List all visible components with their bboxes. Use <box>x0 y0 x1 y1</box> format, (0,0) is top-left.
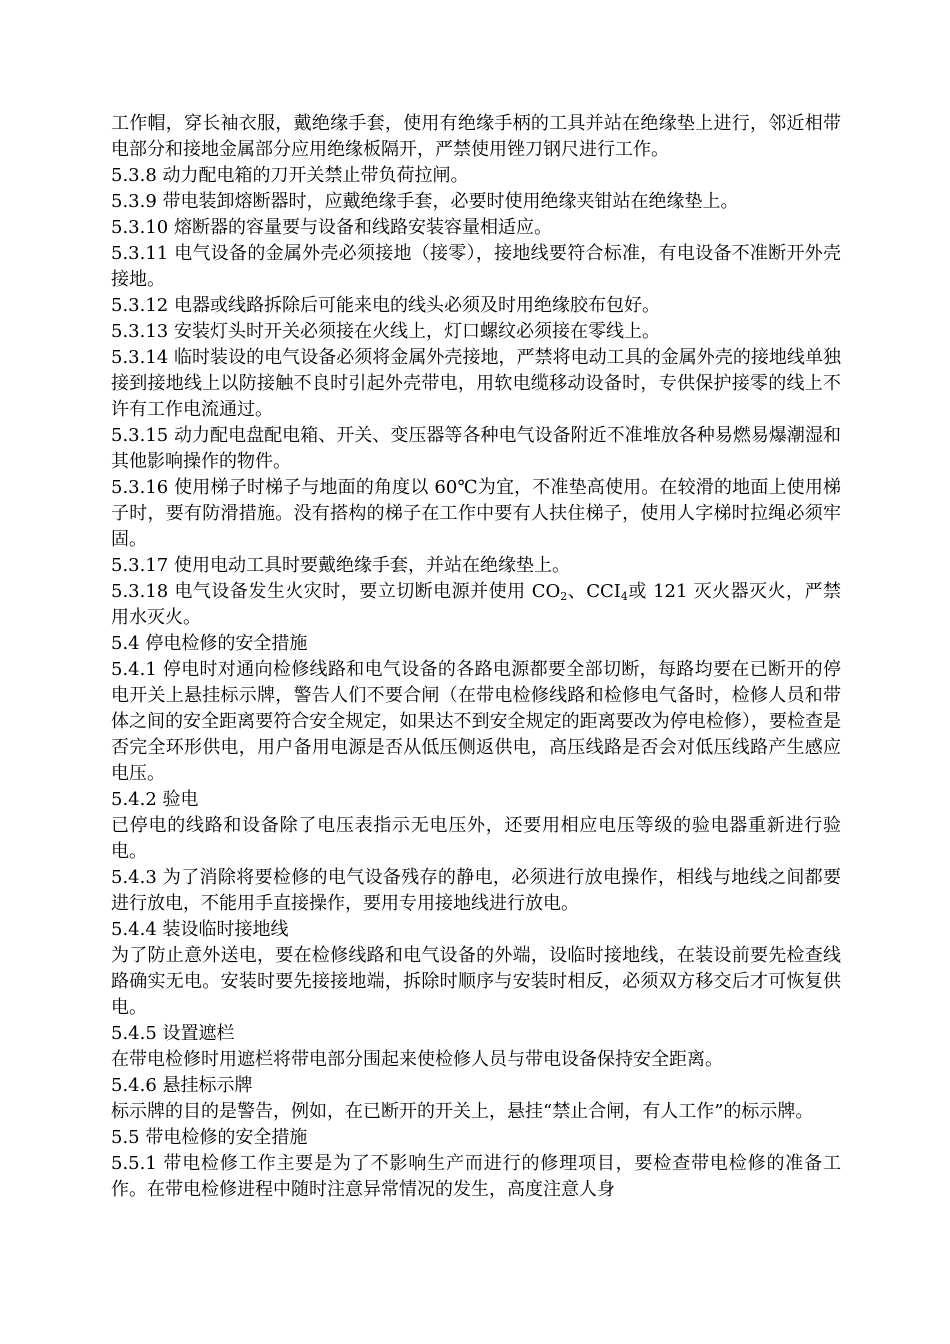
paragraph-5-4-1: 5.4.1 停电时对通向检修线路和电气设备的各路电源都要全部切断，每路均要在已断开的停电开关上悬挂标示牌，警告人们不要合闸（在带电检修线路和检修电气备时，检修人员和带体之间的安全距离要符合安全规定，如果达不到安全规定的距离要改为停电检修），要检查是否完全环形供电，用户备用电源是否从低压侧返供电，高压线路是否会对低压线路产生感应电压。 <box>111 659 841 784</box>
paragraph-5-3-12: 5.3.12 电器或线路拆除后可能来电的线头必须及时用绝缘胶布包好。 <box>111 295 660 316</box>
paragraph-5-3-17: 5.3.17 使用电动工具时要戴绝缘手套，并站在绝缘垫上。 <box>111 555 570 576</box>
paragraph-5-4-5-body: 在带电检修时用遮栏将带电部分围起来使检修人员与带电设备保持安全距离。 <box>111 1049 723 1070</box>
paragraph-5-3-10: 5.3.10 熔断器的容量要与设备和线路安装容量相适应。 <box>111 217 552 238</box>
document-page <box>111 111 841 1203</box>
p5318-after: 或 121 灭火器灭火，严禁用水灭火。 <box>111 581 841 628</box>
paragraph-5-4-6-body: 标示牌的目的是警告，例如，在已断开的开关上，悬挂“禁止合闸，有人工作”的标示牌。 <box>111 1101 814 1122</box>
subheading-5-4-2: 5.4.2 验电 <box>111 789 199 810</box>
paragraph-5-3-15: 5.3.15 动力配电盘配电箱、开关、变压器等各种电气设备附近不准堆放各种易燃易爆潮湿和其他影响操作的物件。 <box>111 425 841 472</box>
paragraph-continuation: 工作帽，穿长袖衣服，戴绝缘手套，使用有绝缘手柄的工具并站在绝缘垫上进行，邻近相带电部分和接地金属部分应用绝缘板隔开，严禁使用锉刀钢尺进行工作。 <box>111 113 841 160</box>
paragraph-5-4-4-body: 为了防止意外送电，要在检修线路和电气设备的外端，设临时接地线，在装设前要先检查线路确实无电。安装时要先接接地端，拆除时顺序与安装时相反，必须双方移交后才可恢复供电。 <box>111 945 841 1018</box>
paragraph-5-3-14: 5.3.14 临时装设的电气设备必须将金属外壳接地，严禁将电动工具的金属外壳的接地线单独接到接地线上以防接触不良时引起外壳带电，用软电缆移动设备时，专供保护接零的线上不许有工作电流通过。 <box>111 347 841 420</box>
subheading-5-4-6: 5.4.6 悬挂标示牌 <box>111 1075 253 1096</box>
subheading-5-4-4: 5.4.4 装设临时接地线 <box>111 919 289 940</box>
paragraph-5-3-13: 5.3.13 安装灯头时开关必须接在火线上，灯口螺纹必须接在零线上。 <box>111 321 660 342</box>
paragraph-5-3-9: 5.3.9 带电装卸熔断器时，应戴绝缘手套，必要时使用绝缘夹钳站在绝缘垫上。 <box>111 191 739 212</box>
paragraph-5-3-11: 5.3.11 电气设备的金属外壳必须接地（接零），接地线要符合标准，有电设备不准断开外壳接地。 <box>111 243 841 290</box>
p5318-sub1: 2 <box>560 590 568 603</box>
paragraph-5-4-3: 5.4.3 为了消除将要检修的电气设备残存的静电，必须进行放电操作，相线与地线之间都要进行放电，不能用手直接操作，要用专用接地线进行放电。 <box>111 867 841 914</box>
section-heading-5-4: 5.4 停电检修的安全措施 <box>111 633 308 654</box>
p5318-mid: 、CCI <box>567 581 621 602</box>
paragraph-5-5-1: 5.5.1 带电检修工作主要是为了不影响生产而进行的修理项目，要检查带电检修的准备工作。在带电检修进程中随时注意异常情况的发生，高度注意人身 <box>111 1153 841 1200</box>
paragraph-5-4-2-body: 已停电的线路和设备除了电压表指示无电压外，还要用相应电压等级的验电器重新进行验电。 <box>111 815 841 862</box>
paragraph-5-3-8: 5.3.8 动力配电箱的刀开关禁止带负荷拉闸。 <box>111 165 469 186</box>
p5318-sub2: 4 <box>620 590 628 603</box>
paragraph-5-3-16: 5.3.16 使用梯子时梯子与地面的角度以 60℃为宜，不准垫高使用。在较滑的地面上使用梯子时，要有防滑措施。没有搭构的梯子在工作中要有人扶住梯子，使用人字梯时拉绳必须牢固。 <box>111 477 841 550</box>
paragraph-5-3-18 <box>111 579 841 631</box>
p5318-before: 5.3.18 电气设备发生火灾时，要立切断电源并使用 CO <box>111 581 561 602</box>
subheading-5-4-5: 5.4.5 设置遮栏 <box>111 1023 235 1044</box>
section-heading-5-5: 5.5 带电检修的安全措施 <box>111 1127 308 1148</box>
